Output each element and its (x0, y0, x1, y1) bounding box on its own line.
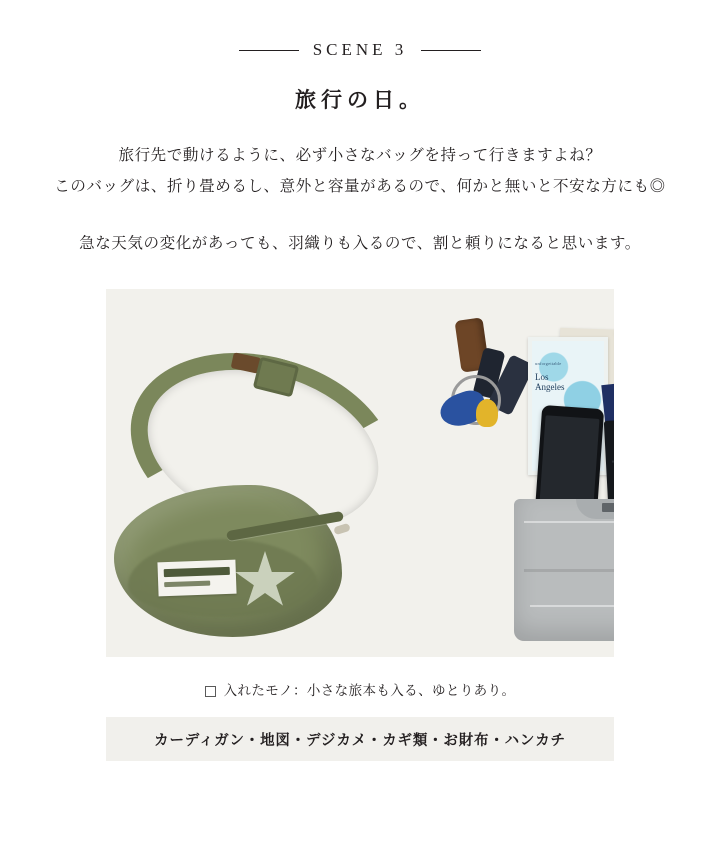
copy-line-2: このバッグは、折り畳めるし、意外と容量があるので、何かと無いと不安な方にも◎ (54, 178, 666, 195)
items-list-bar (106, 717, 614, 761)
cardigan-fold-1 (524, 521, 614, 523)
scene-rule-right (421, 50, 481, 51)
key-yellow-cap (476, 399, 498, 427)
page-root (0, 40, 720, 865)
bag-brand-tag (157, 560, 236, 597)
book-title: Los Angeles (535, 372, 565, 392)
cardigan-folds (514, 499, 614, 641)
square-icon (205, 686, 216, 697)
scene-rule-left (239, 50, 299, 51)
caption-text: 入れたモノ：小さな旅本も入る、ゆとりあり。 (223, 683, 516, 698)
scene-label: SCENE 3 (312, 40, 408, 59)
body-copy (0, 140, 720, 259)
copy-line-1: 旅行先で動けるように、必ず小さなバッグを持って行きますよね？ (118, 147, 602, 164)
scene-header (0, 40, 720, 60)
page-title: 旅行の日。 (295, 89, 425, 112)
cardigan-fold-3 (530, 605, 614, 607)
product-photo (106, 289, 614, 657)
bag-tag-line-2 (164, 581, 210, 588)
cardigan-fold-2 (524, 569, 614, 572)
black-wallet (604, 417, 614, 507)
photo-canvas (106, 289, 614, 657)
photo-caption (0, 679, 720, 699)
book-subtitle: unforgettable (535, 361, 562, 366)
cardigan-brand-label (602, 503, 614, 512)
copy-line-3: 急な天気の変化があっても、羽織りも入るので、割と頼りになると思います。 (79, 235, 641, 252)
bag-tag-line-1 (164, 567, 230, 577)
items-list-text: カーディガン・地図・デジカメ・カギ類・お財布・ハンカチ (154, 732, 566, 749)
copy-spacer (0, 202, 720, 228)
